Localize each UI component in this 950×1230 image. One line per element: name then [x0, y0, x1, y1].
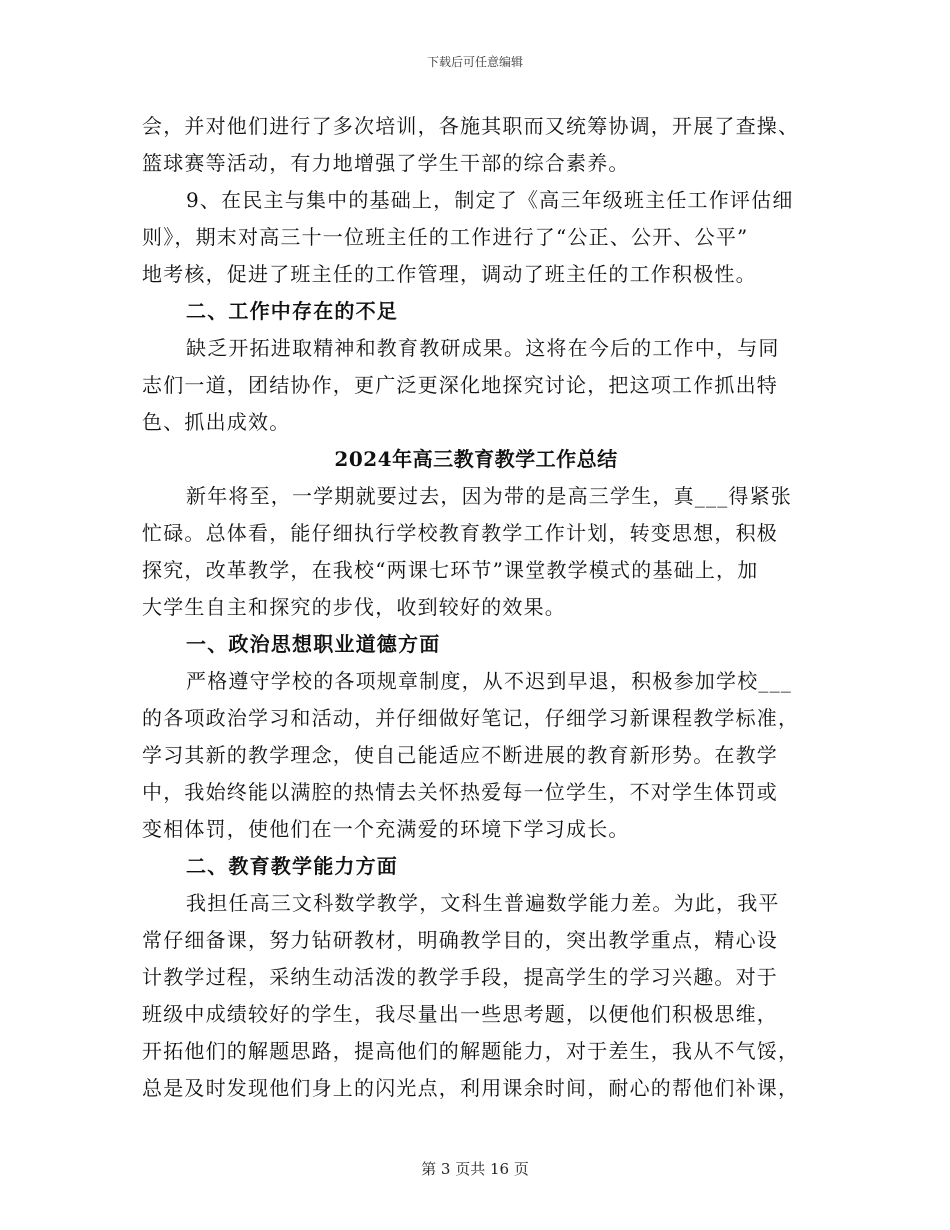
body-line: 常仔细备课，努力钻研教材，明确教学目的，突出教学重点，精心设 [142, 928, 778, 952]
body-line: 则》，期末对高三十一位班主任的工作进行了“公正、公开、公平” [142, 225, 749, 249]
body-line: 的各项政治学习和活动，并仔细做好笔记，仔细学习新课程教学标准， [142, 706, 800, 730]
body-line: 学习其新的教学理念，使自己能适应不断进展的教育新形势。在教学 [142, 743, 778, 767]
body-line: 会，并对他们进行了多次培训，各施其职而又统筹协调，开展了查操、 [142, 114, 800, 138]
paragraph-line: 缺乏开拓进取精神和教育教研成果。这将在今后的工作中，与同 [186, 336, 780, 360]
body-line: 总是及时发现他们身上的闪光点，利用课余时间，耐心的帮他们补课， [142, 1076, 800, 1100]
body-line: 班级中成绩较好的学生，我尽量出一些思考题，以便他们积极思维， [142, 1002, 778, 1026]
paragraph-line: 我担任高三文科数学教学，文科生普遍数学能力差。为此，我平 [186, 891, 780, 915]
page-number: 第 3 页共 16 页 [421, 1160, 529, 1178]
header-note: 下载后可任意编辑 [426, 55, 523, 69]
section-heading: 二、教育教学能力方面 [186, 854, 398, 878]
section-heading: 一、政治思想职业道德方面 [186, 632, 441, 656]
body-line: 志们一道，团结协作，更广泛更深化地探究讨论，把这项工作抓出特 [142, 373, 778, 397]
body-line: 中，我始终能以满腔的热情去关怀热爱每一位学生，不对学生体罚或 [142, 780, 778, 804]
body-line: 探究，改革教学，在我校“两课七环节”课堂教学模式的基础上，加 [142, 558, 759, 582]
section-heading: 二、工作中存在的不足 [186, 299, 398, 323]
paragraph-line: 9、在民主与集中的基础上，制定了《高三年级班主任工作评估细 [186, 188, 794, 212]
body-line: 篮球赛等活动，有力地增强了学生干部的综合素养。 [142, 151, 630, 175]
body-line: 开拓他们的解题思路，提高他们的解题能力，对于差生，我从不气馁， [142, 1039, 800, 1063]
body-line: 变相体罚，使他们在一个充满爱的环境下学习成长。 [142, 817, 630, 841]
body-line: 色、抓出成效。 [142, 410, 291, 434]
body-line: 地考核，促进了班主任的工作管理，调动了班主任的工作积极性。 [142, 262, 757, 286]
document-body [142, 108, 810, 1107]
paragraph-line: 新年将至，一学期就要过去，因为带的是高三学生，真___得紧张 [186, 484, 792, 508]
body-line: 计教学过程，采纳生动活泼的教学手段，提高学生的学习兴趣。对于 [142, 965, 778, 989]
document-title: 2024年高三教育教学工作总结 [334, 447, 618, 471]
paragraph-line: 严格遵守学校的各项规章制度，从不迟到早退，积极参加学校___ [186, 669, 792, 693]
body-line: 忙碌。总体看，能仔细执行学校教育教学工作计划，转变思想，积极 [142, 521, 778, 545]
body-line: 大学生自主和探究的步伐，收到较好的效果。 [142, 595, 566, 619]
